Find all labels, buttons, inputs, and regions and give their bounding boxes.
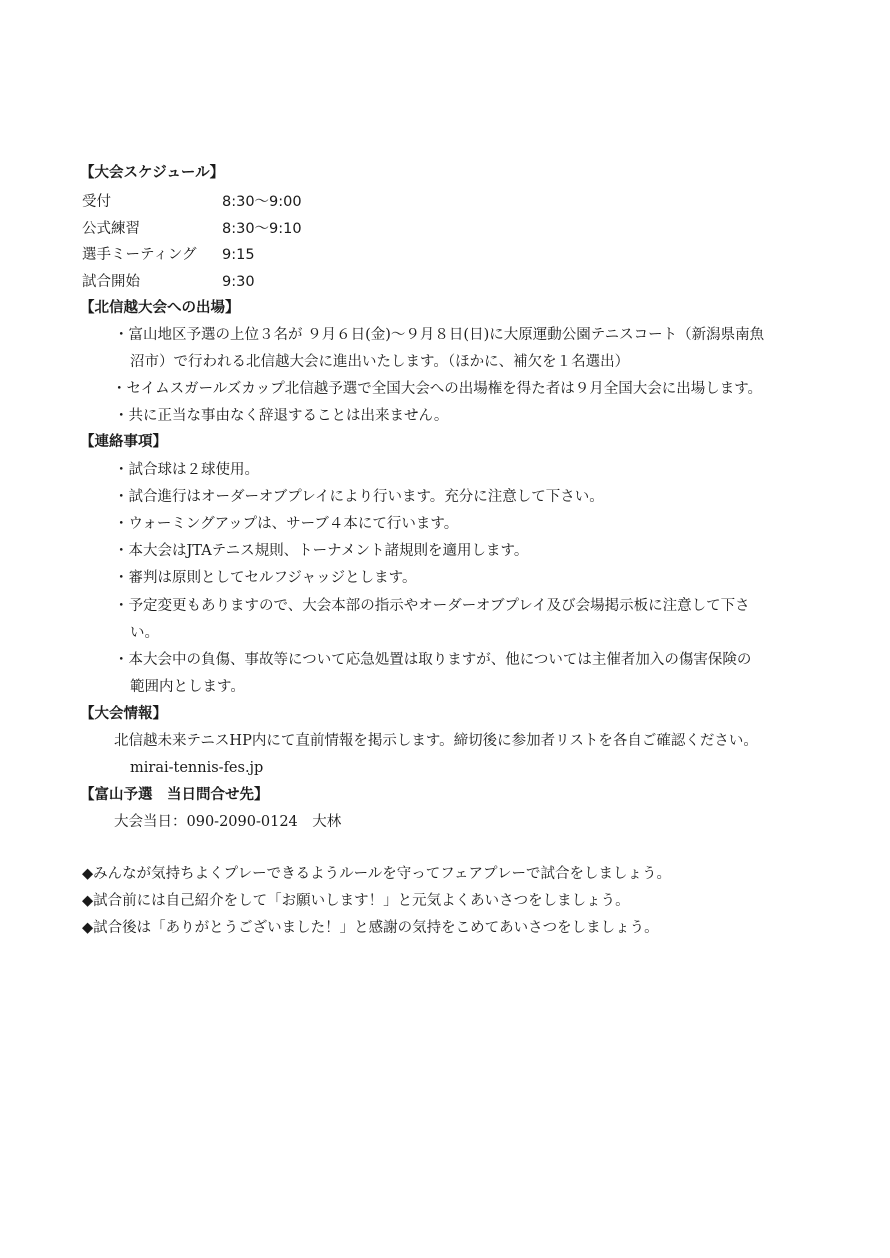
list-item-continuation: い。 [130,625,159,641]
schedule-label: 選手ミーティング [82,247,197,263]
list-item-continuation: 沼市）で行われる北信越大会に進出いたします。（ほかに、補欠を１名選出） [130,354,630,370]
list-item: ・セイムスガールズカップ北信越予選で全国大会への出場権を得た者は９月全国大会に出場します。 [112,381,763,397]
list-item: ・試合進行はオーダーオブプレイにより行います。充分に注意して下さい。 [114,489,604,505]
list-item: ・富山地区予選の上位３名が ９月６日(金)～９月８日(日)に大原運動公園テニスコート（新潟県南魚 [114,327,765,343]
info-text: 北信越未来テニスHP内にて直前情報を掲示します。締切後に参加者リストを各自ご確認ください。 [114,733,758,749]
schedule-label: 受付 [82,194,111,210]
list-item: ・審判は原則としてセルフジャッジとします。 [114,570,417,586]
list-item: ・ウォーミングアップは、サーブ４本にて行います。 [114,516,459,532]
list-item-continuation: 範囲内とします。 [130,679,245,695]
schedule-value: 8:30～9:10 [222,221,302,237]
schedule-heading: 【大会スケジュール】 [80,165,225,181]
schedule-label: 公式練習 [82,221,140,237]
info-heading: 【大会情報】 [80,706,167,722]
closing-line: ◆試合後は「ありがとうございました！」と感謝の気持をこめてあいさつをしましょう。 [82,920,659,936]
schedule-value: 9:15 [222,247,255,263]
hokushinetsu-heading: 【北信越大会への出場】 [80,300,240,316]
schedule-value: 9:30 [222,274,255,290]
schedule-value: 8:30～9:00 [222,194,302,210]
closing-line: ◆みんなが気持ちよくプレーできるようルールを守ってフェアプレーで試合をしましょう。 [82,866,671,882]
closing-line: ◆試合前には自己紹介をして「お願いします！」と元気よくあいさつをしましょう。 [82,893,630,909]
list-item: ・共に正当な事由なく辞退することは出来ません。 [114,408,449,424]
list-item: ・本大会中の負傷、事故等について応急処置は取りますが、他については主催者加入の傷害保険の [114,652,752,668]
notices-heading: 【連絡事項】 [80,434,167,450]
contact-heading: 【富山予選 当日問合せ先】 [80,787,269,803]
list-item: ・予定変更もありますので、大会本部の指示やオーダーオブプレイ及び会場掲示板に注意して下さ [114,598,750,614]
schedule-label: 試合開始 [82,274,140,290]
list-item: ・本大会はJTAテニス規則、トーナメント諸規則を適用します。 [114,543,529,559]
contact-text: 大会当日：090-2090-0124 大林 [114,814,342,830]
info-url: mirai-tennis-fes.jp [130,760,264,776]
list-item: ・試合球は２球使用。 [114,462,259,478]
